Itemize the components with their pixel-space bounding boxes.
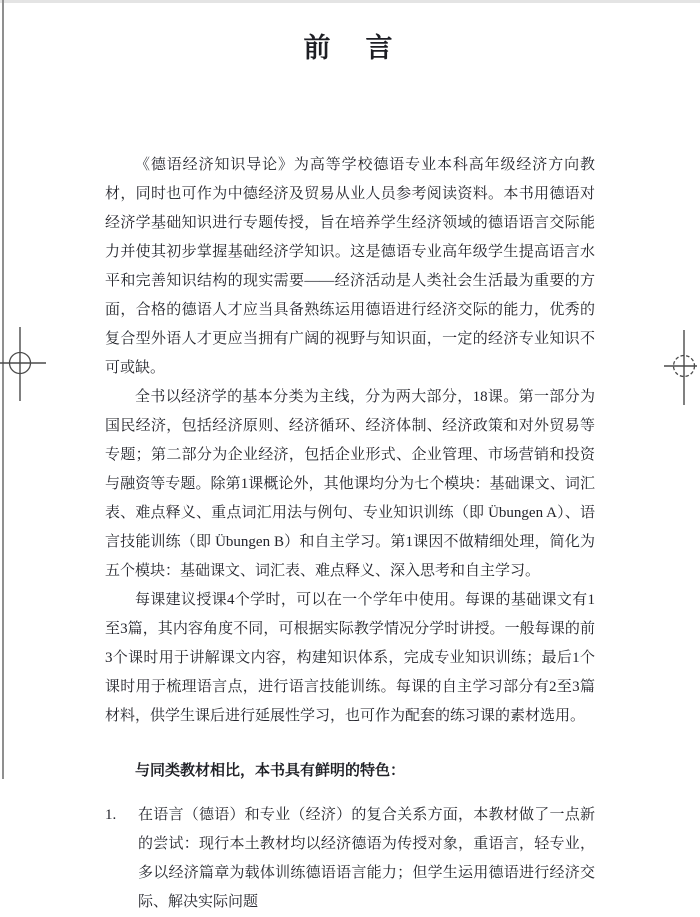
- list-item-number: 1.: [105, 807, 117, 823]
- page-content: [105, 26, 595, 917]
- registration-mark-left-icon: [0, 318, 50, 410]
- preface-paragraph-2: 全书以经济学的基本分类为主线，分为两大部分，18课。第一部分为国民经济，包括经济原则、经济循环、经济体制、经济政策和对外贸易等专题；第二部分为企业经济，包括企业形式、企业管理、市场营销和投资与融资等专题。除第1课概论外，其他课均分为七个模块：基础课文、词汇表、难点释义、重点词汇用法与例句、专业知识训练（即 Übungen A）、语言技能训练（即 Übungen B）和自主学习。第1课因不做精细处理，简化为五个模块：基础课文、词汇表、难点释义、深入思考和自主学习。: [105, 389, 595, 579]
- list-item-text: 在语言（德语）和专业（经济）的复合关系方面，本教材做了一点新的尝试：现行本土教材均以经济德语为传授对象，重语言，轻专业，多以经济篇章为载体训练德语语言能力；但学生运用德语进行经济交际、解决实际问题: [138, 807, 595, 910]
- features-heading: 与同类教材相比，本书具有鲜明的特色：: [135, 763, 406, 779]
- page-top-edge-line: [0, 0, 700, 3]
- list-item: [105, 801, 595, 917]
- preface-paragraph-3: 每课建议授课4个学时，可以在一个学年中使用。每课的基础课文有1至3篇，其内容角度不同，可根据实际教学情况分学时讲授。一般每课的前3个课时用于讲解课文内容，构建知识体系，完成专业知识训练；最后1个课时用于梳理语言点，进行语言技能训练。每课的自主学习部分有2至3篇材料，供学生课后进行延展性学习，也可作为配套的练习课的素材选用。: [105, 592, 595, 724]
- preface-paragraph-1: 《德语经济知识导论》为高等学校德语专业本科高年级经济方向教材，同时也可作为中德经济及贸易从业人员参考阅读资料。本书用德语对经济学基础知识进行专题传授，旨在培养学生经济领域的德语语言交际能力并使其初步掌握基础经济学知识。这是德语专业高年级学生提高语言水平和完善知识结构的现实需要——经济活动是人类社会生活最为重要的方面，合格的德语人才应当具备熟练运用德语进行经济交际的能力，优秀的复合型外语人才更应当拥有广阔的视野与知识面，一定的经济专业知识不可或缺。: [105, 157, 595, 376]
- registration-mark-right-icon: [655, 318, 700, 413]
- page-title: 前 言: [303, 33, 397, 63]
